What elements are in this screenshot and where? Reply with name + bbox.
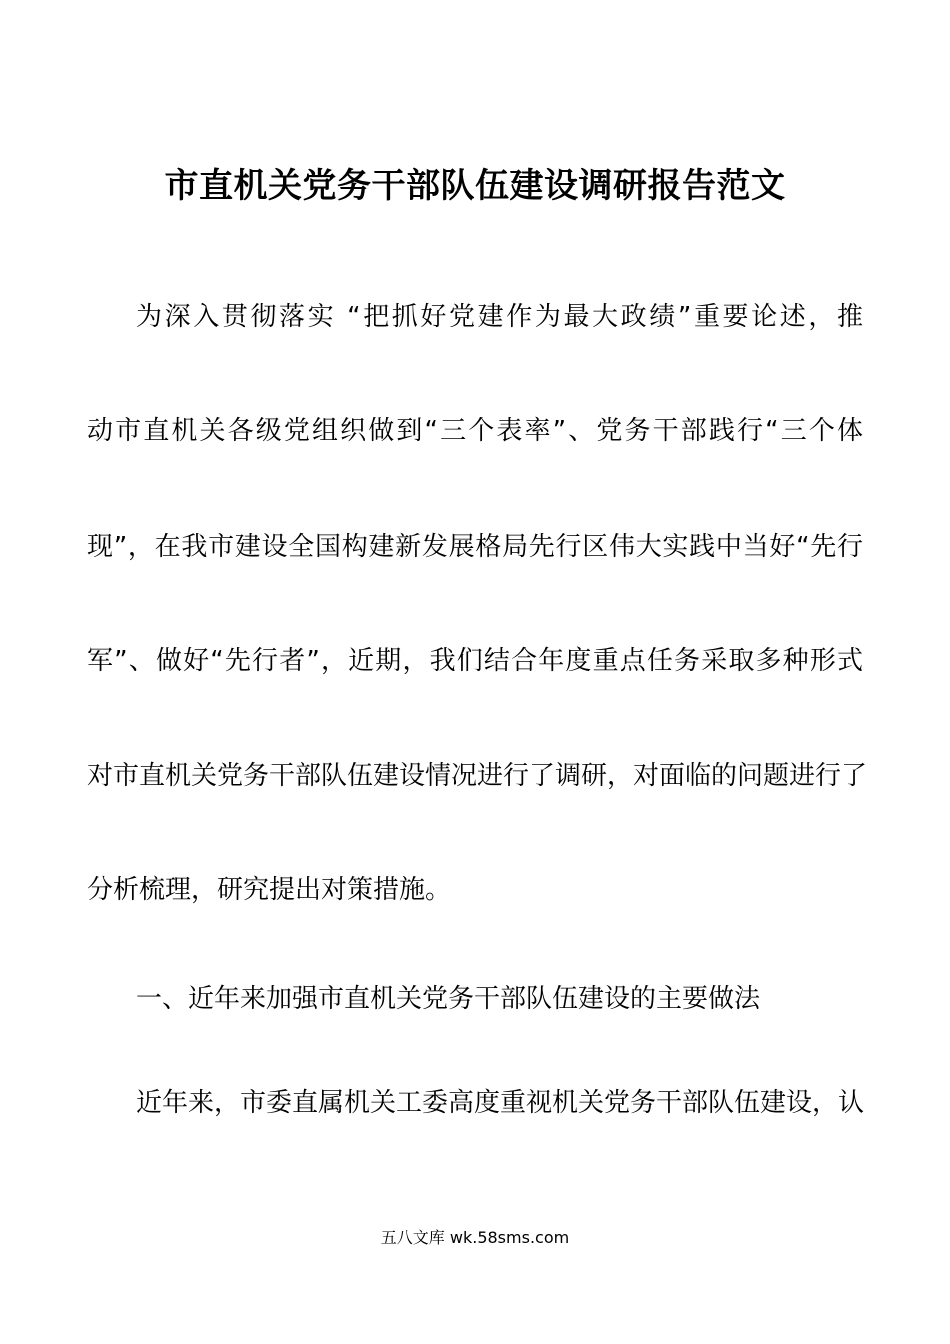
document-title: 市直机关党务干部队伍建设调研报告范文 <box>164 166 786 206</box>
footer-watermark: 五八文库 wk.58sms.com <box>380 1228 570 1247</box>
paragraph-line: 为深入贯彻落实 “把抓好党建作为最大政绩”重要论述，推 <box>136 302 863 332</box>
paragraph-line: 现”，在我市建设全国构建新发展格局先行区伟大实践中当好“先行 <box>87 532 863 562</box>
paragraph-line: 分析梳理，研究提出对策措施。 <box>87 875 452 905</box>
paragraph-line: 动市直机关各级党组织做到“三个表率”、党务干部践行“三个体 <box>87 416 863 446</box>
section-heading: 一、近年来加强市直机关党务干部队伍建设的主要做法 <box>136 984 761 1014</box>
paragraph-line: 对市直机关党务干部队伍建设情况进行了调研，对面临的问题进行了 <box>87 761 868 791</box>
paragraph-line: 军”、做好“先行者”，近期，我们结合年度重点任务采取多种形式 <box>87 646 863 676</box>
paragraph-line: 近年来，市委直属机关工委高度重视机关党务干部队伍建设，认 <box>136 1088 865 1118</box>
